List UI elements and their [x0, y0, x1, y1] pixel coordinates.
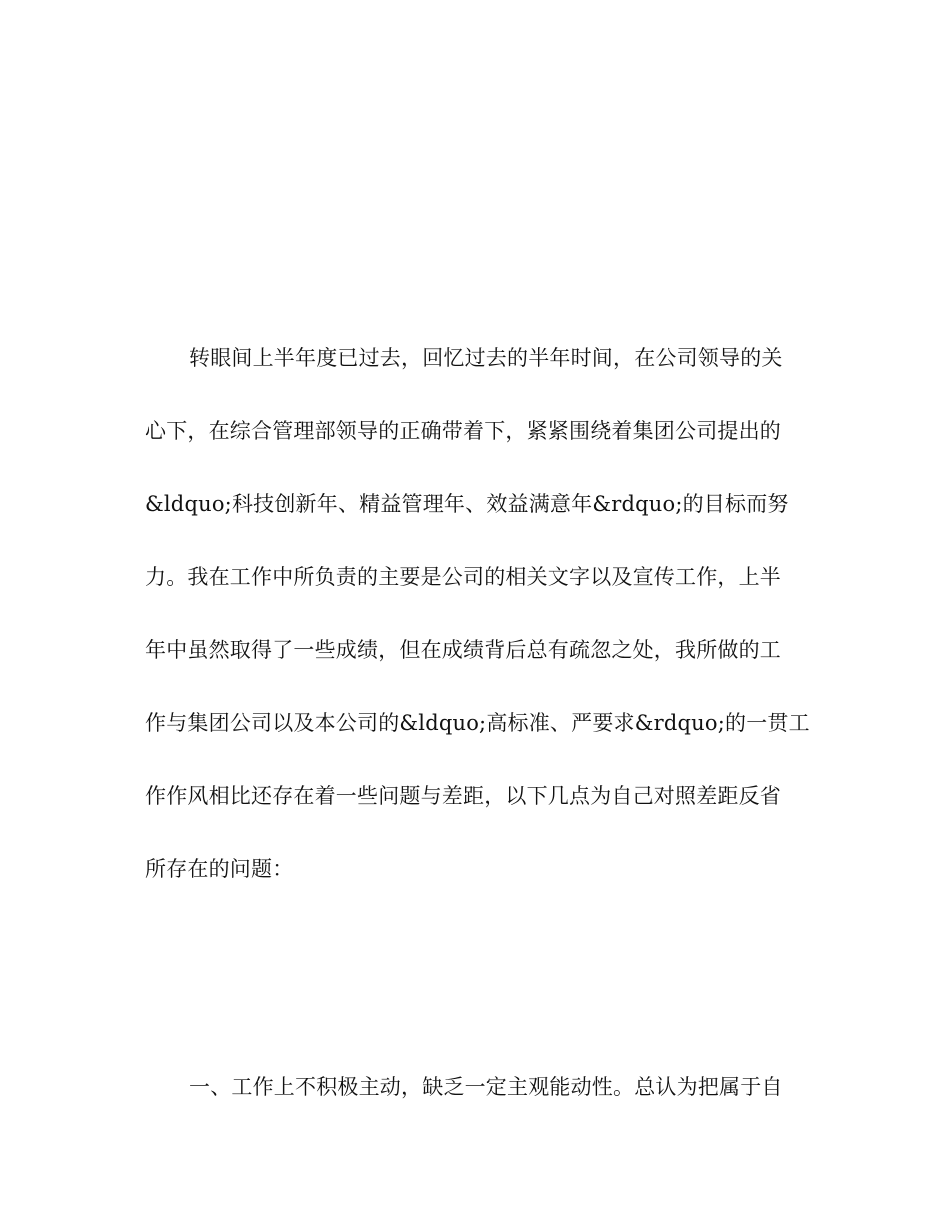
text-line: 年中虽然取得了一些成绩，但在成绩背后总有疏忽之处，我所做的工 — [145, 638, 781, 662]
text-line: 转眼间上半年度已过去，回忆过去的半年时间，在公司领导的关 — [189, 346, 783, 370]
text-line: &ldquo;科技创新年、精益管理年、效益满意年&rdquo;的目标而努 — [145, 492, 789, 516]
text-line: 力。我在工作中所负责的主要是公司的相关文字以及宣传工作，上半 — [145, 565, 781, 589]
text-line: 一、工作上不积极主动，缺乏一定主观能动性。总认为把属于自 — [189, 1075, 783, 1099]
text-line: 作作风相比还存在着一些问题与差距，以下几点为自己对照差距反省 — [145, 784, 781, 808]
text-line: 作与集团公司以及本公司的&ldquo;高标准、严要求&rdquo;的一贯工 — [145, 711, 810, 735]
text-line: 心下，在综合管理部领导的正确带着下，紧紧围绕着集团公司提出的 — [145, 419, 781, 443]
text-line: 所存在的问题： — [145, 857, 294, 881]
